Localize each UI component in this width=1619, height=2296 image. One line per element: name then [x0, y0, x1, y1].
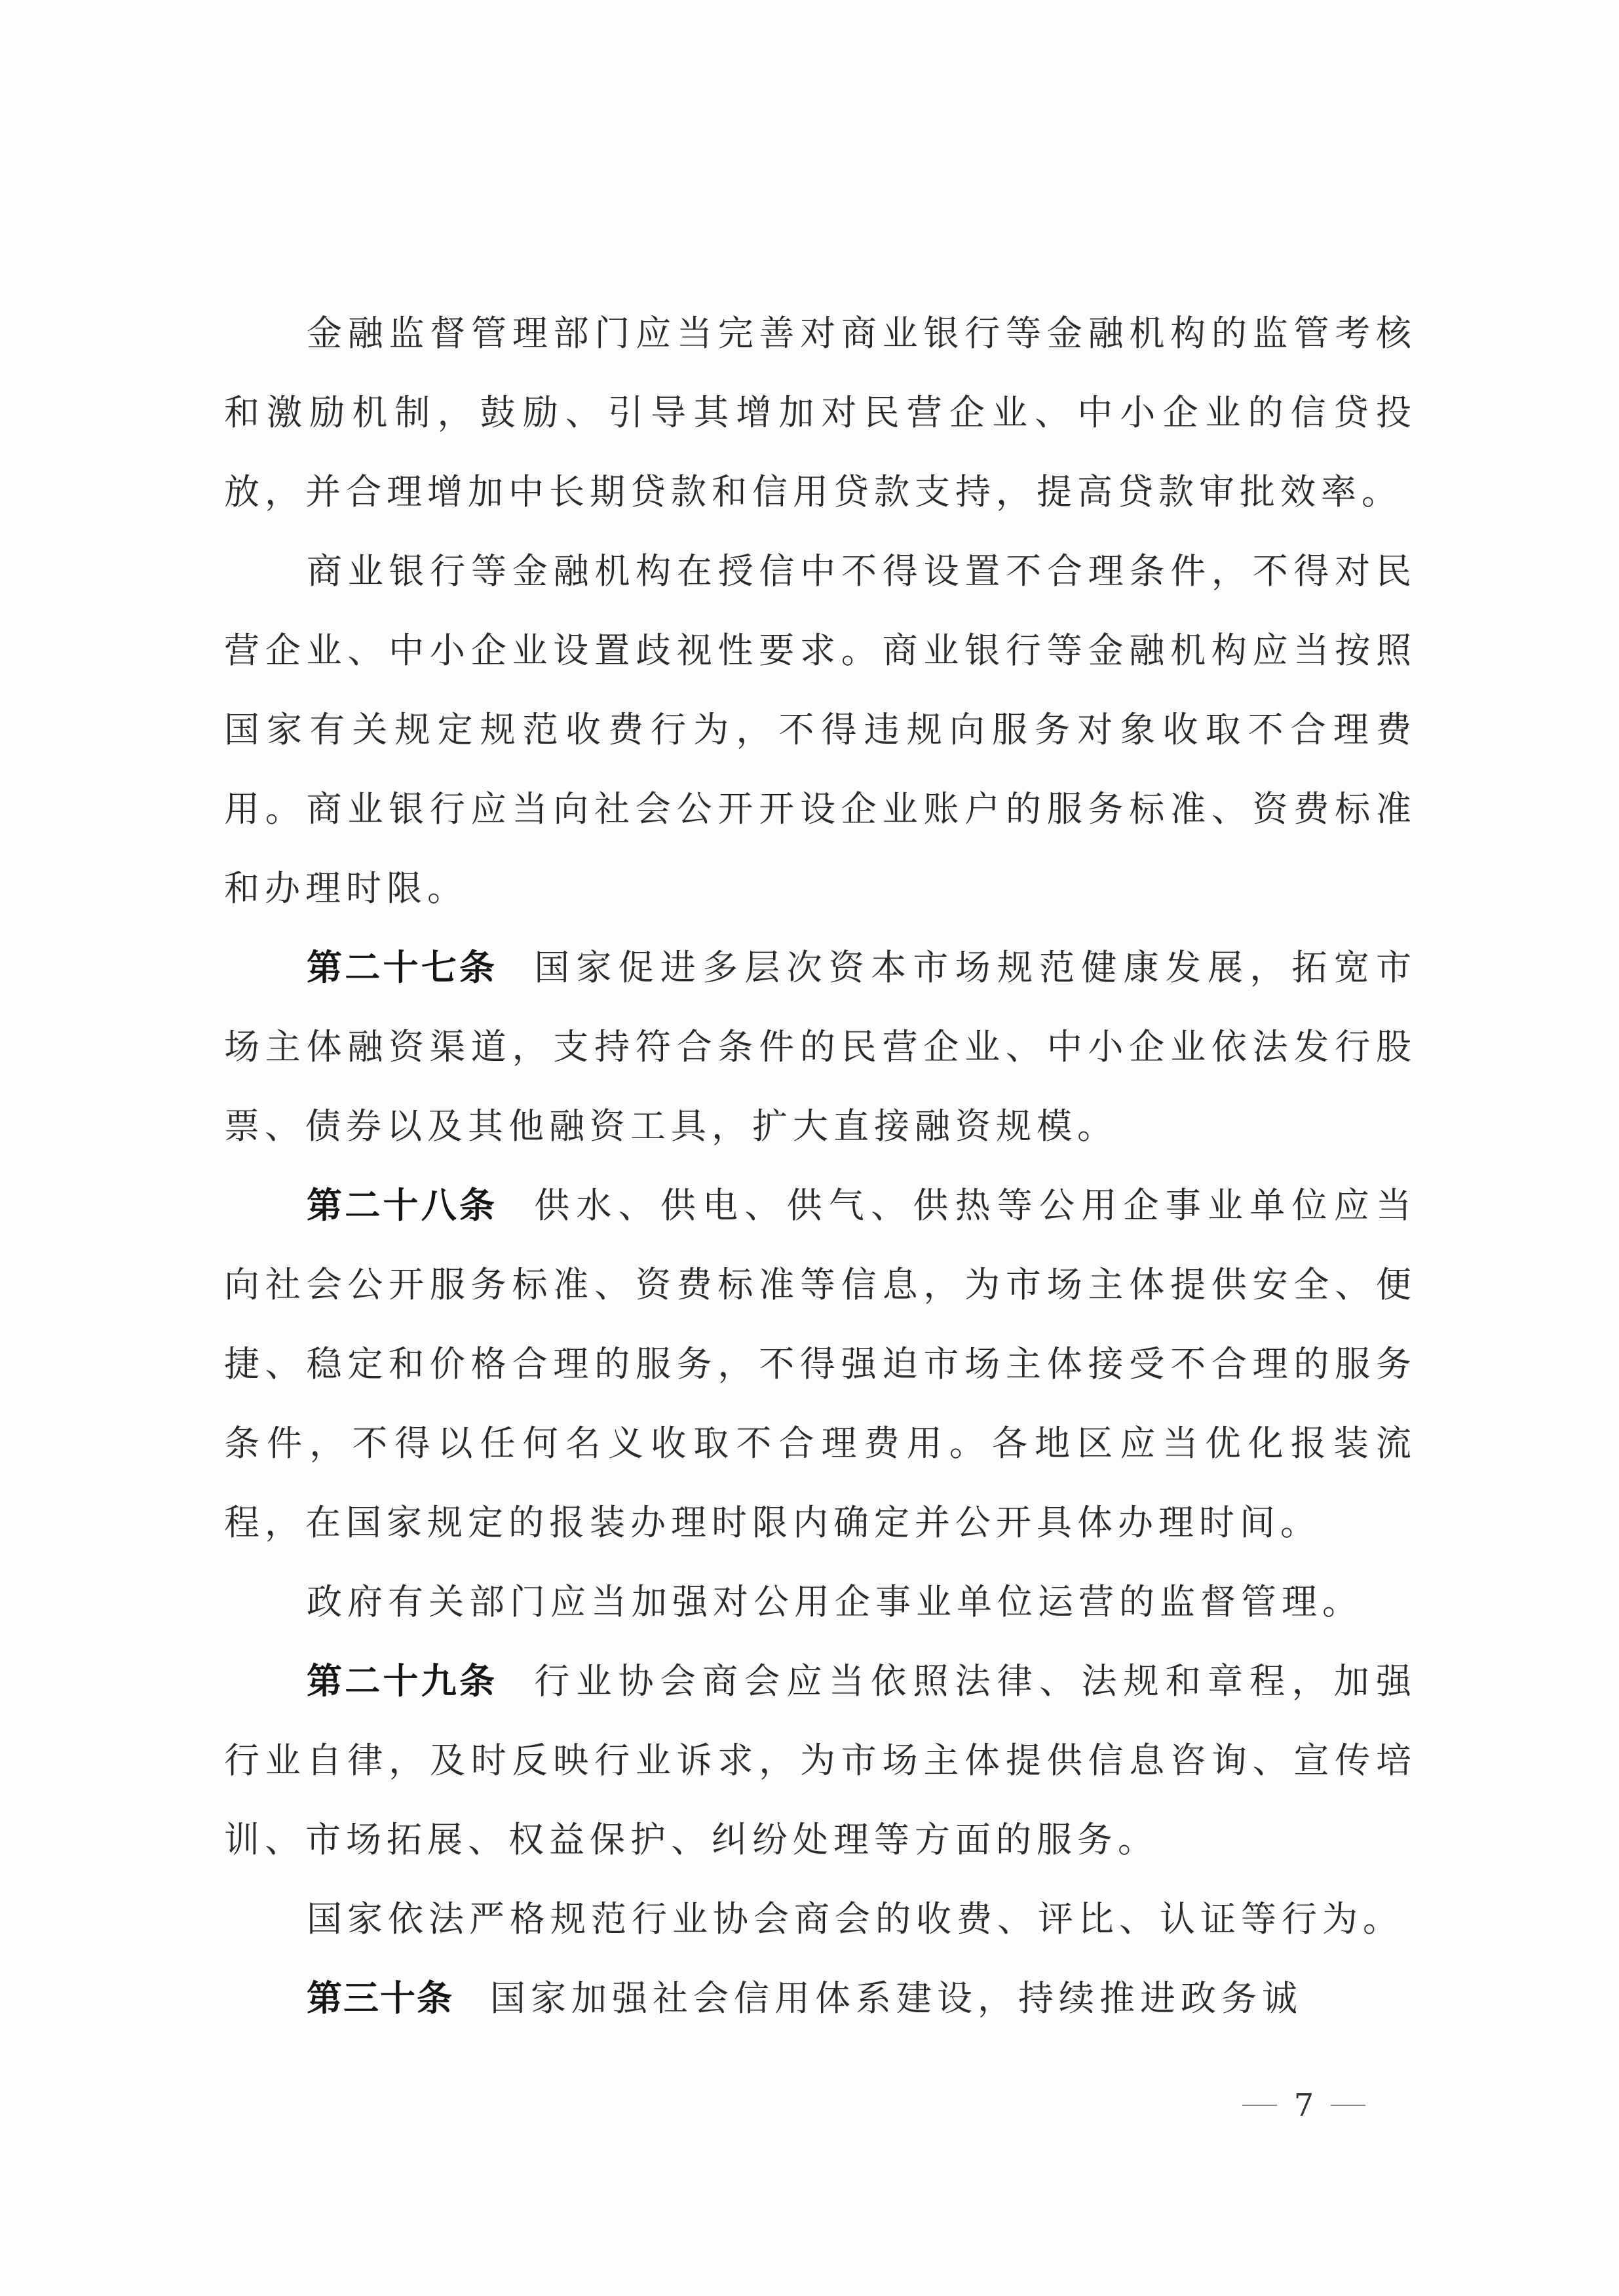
article-30	[224, 1959, 1417, 2038]
article-27	[224, 928, 1417, 1166]
document-body	[224, 294, 1417, 2038]
page-number	[1225, 2082, 1382, 2128]
paragraph-7	[224, 1879, 1417, 1959]
paragraph-text: 政府有关部门应当加强对公用企事业单位运营的监督管理。	[307, 1581, 1363, 1622]
article-heading: 第二十八条	[307, 1185, 498, 1226]
page-number-value: 7	[1293, 2087, 1314, 2124]
paragraph-text: 供水、供电、供气、供热等公用企事业单位应当向社会公开服务标准、资费标准等信息，为市场主体提供安全、便捷、稳定和价格合理的服务，不得强迫市场主体接受不合理的服务条件，不得以任何名义收取不合理费用。各地区应当优化报装流程，在国家规定的报装办理时限内确定并公开具体办理时间。	[224, 1185, 1417, 1543]
article-29	[224, 1641, 1417, 1879]
article-heading: 第二十七条	[307, 947, 498, 988]
paragraph-1	[224, 294, 1417, 531]
paragraph-text: 商业银行等金融机构在授信中不得设置不合理条件，不得对民营企业、中小企业设置歧视性要求。商业银行等金融机构应当按照国家有关规定规范收费行为，不得违规向服务对象收取不合理费用。商业银行应当向社会公开开设企业账户的服务标准、资费标准和办理时限。	[224, 550, 1417, 909]
paragraph-text: 国家加强社会信用体系建设，持续推进政务诚	[490, 1978, 1303, 2019]
article-heading: 第二十九条	[307, 1660, 498, 1702]
paragraph-5	[224, 1562, 1417, 1641]
page-number-dash-left	[1242, 2105, 1277, 2106]
paragraph-text: 行业协会商会应当依照法律、法规和章程，加强行业自律，及时反映行业诉求，为市场主体提供信息咨询、宣传培训、市场拓展、权益保护、纠纷处理等方面的服务。	[224, 1660, 1417, 1860]
paragraph-2	[224, 531, 1417, 928]
article-heading: 第三十条	[307, 1978, 453, 2019]
article-28	[224, 1166, 1417, 1562]
paragraph-text: 国家促进多层次资本市场规范健康发展，拓宽市场主体融资渠道，支持符合条件的民营企业、中小企业依法发行股票、债券以及其他融资工具，扩大直接融资规模。	[224, 947, 1417, 1147]
page-number-dash-right	[1331, 2105, 1365, 2106]
paragraph-text: 国家依法严格规范行业协会商会的收费、评比、认证等行为。	[307, 1898, 1403, 1940]
paragraph-text: 金融监督管理部门应当完善对商业银行等金融机构的监管考核和激励机制，鼓励、引导其增加对民营企业、中小企业的信贷投放，并合理增加中长期贷款和信用贷款支持，提高贷款审批效率。	[224, 313, 1417, 512]
